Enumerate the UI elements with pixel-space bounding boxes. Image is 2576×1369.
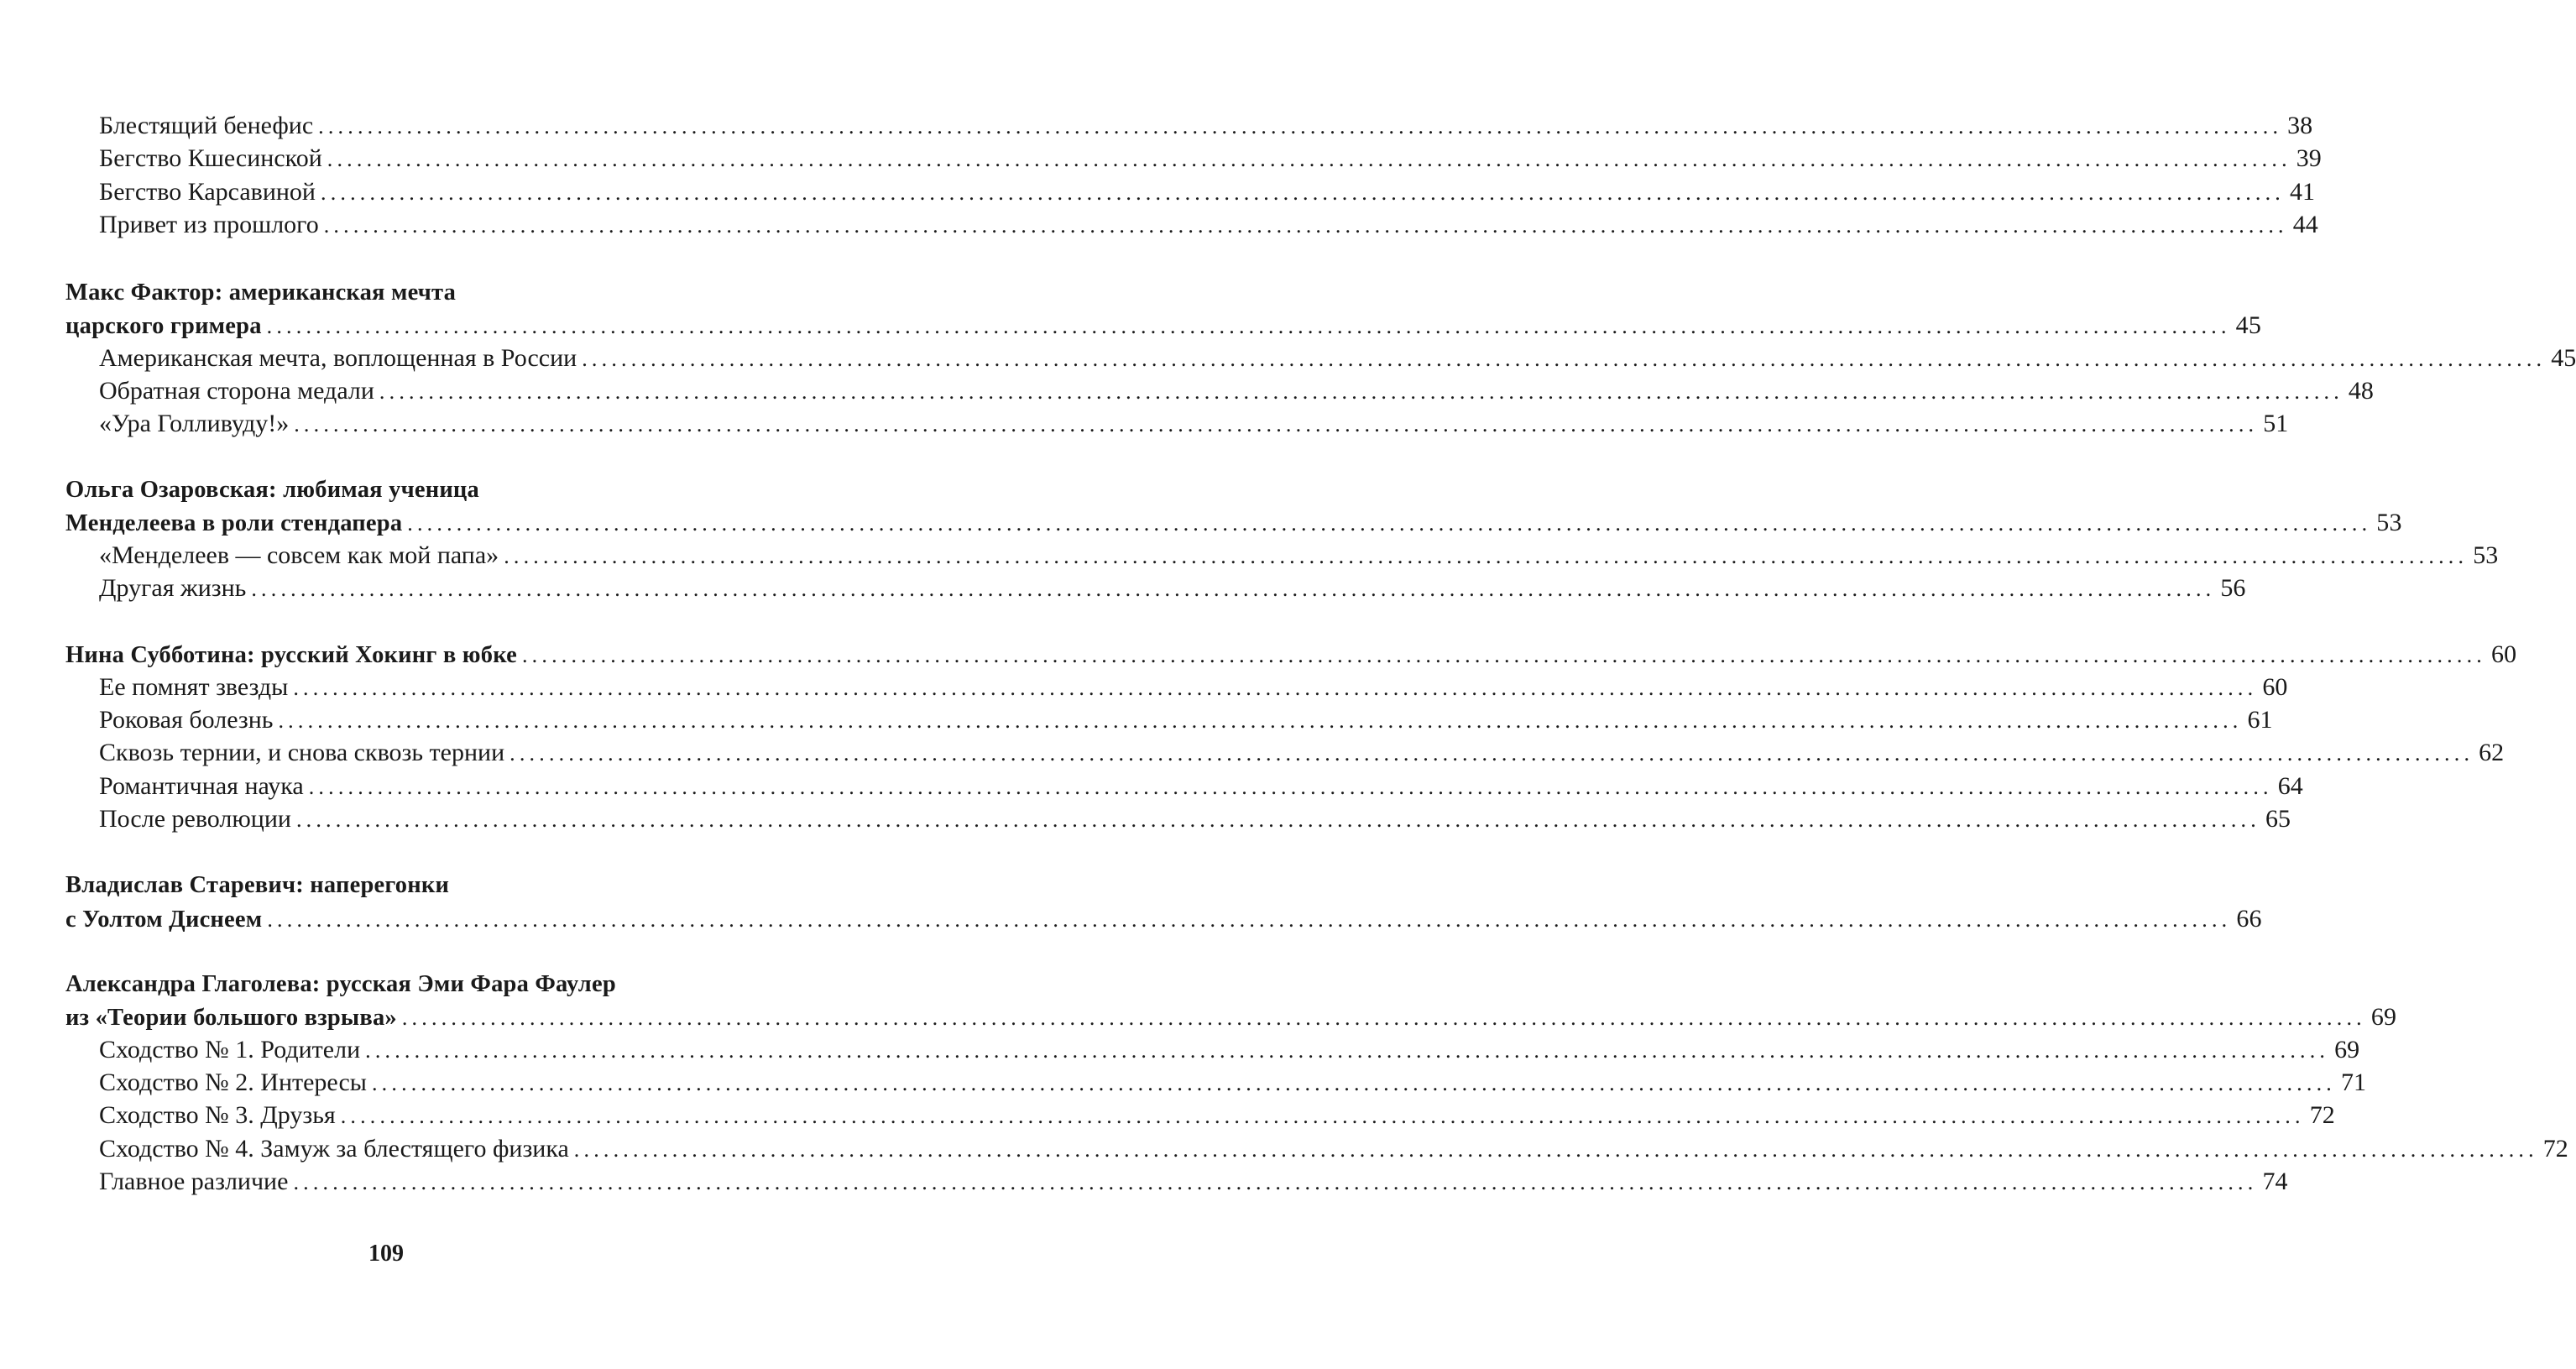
- toc-section-line: [99, 671, 2288, 704]
- toc-entry-page: 39: [2296, 144, 2322, 172]
- toc-entry-title: Ее помнят звезды: [99, 673, 289, 701]
- toc-entry-page: 72: [2542, 1135, 2568, 1163]
- dot-leader: ........................................................................................................................................................................................................: [340, 1104, 2305, 1128]
- toc-chapter-line: [65, 968, 708, 1001]
- toc-entry-title: «Менделеев — совсем как мой папа»: [99, 541, 499, 569]
- toc-entry-page: 51: [2263, 410, 2289, 437]
- toc-chapter-line: [65, 869, 708, 902]
- dot-leader: ........................................................................................................................................................................................................: [295, 807, 2260, 832]
- toc-section-line: [99, 703, 2273, 737]
- toc-entry-title: Обратная сторона медали: [99, 377, 374, 405]
- toc-entry-title: Сходство № 1. Родители: [99, 1036, 361, 1063]
- toc-entry-page: 44: [2292, 211, 2318, 238]
- toc-entry-title: из «Теории большого взрыва»: [65, 1005, 397, 1031]
- toc-entry-title: Роковая болезнь: [99, 706, 274, 734]
- dot-leader: ........................................................................................................................................................................................................: [327, 147, 2291, 171]
- toc-entry-title: царского гримера: [65, 313, 262, 339]
- toc-chapter-line: [65, 309, 2262, 342]
- toc-section-line: [99, 802, 2291, 836]
- toc-section-line: [99, 208, 2318, 242]
- toc-section-line: [99, 109, 2313, 143]
- toc-entry-page: 56: [2220, 574, 2246, 602]
- toc-entry-title: Сквозь тернии, и снова сквозь тернии: [99, 739, 505, 766]
- dot-leader: ........................................................................................................................................................................................................: [521, 643, 2486, 667]
- toc-entry-page: 71: [2340, 1069, 2366, 1096]
- toc-entry-page: 64: [2277, 772, 2303, 800]
- toc-entry-title: Нина Субботина: русский Хокинг в юбке: [65, 642, 517, 668]
- toc-entry-page: 60: [2490, 640, 2517, 668]
- toc-section-line: [99, 1165, 2288, 1199]
- dot-leader: ........................................................................................................................................................................................................: [278, 708, 2243, 733]
- dot-leader: ........................................................................................................................................................................................................: [407, 511, 2372, 536]
- toc-section-line: [99, 1132, 2568, 1166]
- toc-section-line: [99, 736, 2505, 770]
- dot-leader: ........................................................................................................................................................................................................: [251, 577, 2216, 601]
- toc-section-line: [99, 175, 2315, 209]
- toc-entry-title: Бегство Кшесинской: [99, 144, 322, 172]
- toc-entry-title: Владислав Старевич: наперегонки: [65, 872, 450, 898]
- toc-chapter-line: [65, 638, 2517, 671]
- toc-entry-title: Сходство № 4. Замуж за блестящего физика: [99, 1135, 569, 1163]
- toc-entry-title: с Уолтом Диснеем: [65, 907, 263, 933]
- toc-entry-page: 66: [2236, 905, 2262, 933]
- toc-entry-page: 48: [2348, 377, 2374, 405]
- toc-entry-page: 60: [2262, 673, 2288, 701]
- toc-entry-page: 72: [2309, 1101, 2335, 1129]
- toc-entry-page: 45: [2551, 344, 2576, 372]
- dot-leader: ........................................................................................................................................................................................................: [504, 544, 2469, 568]
- toc-section-line: [99, 407, 2289, 441]
- toc-entry-page: 74: [2262, 1168, 2288, 1195]
- toc-section-line: [99, 1066, 2366, 1100]
- toc-entry-page: 45: [2235, 311, 2262, 339]
- toc-entry-title: Александра Глаголева: русская Эми Фара Фаулер: [65, 971, 616, 997]
- dot-leader: ........................................................................................................................................................................................................: [371, 1071, 2336, 1095]
- dot-leader: ........................................................................................................................................................................................................: [365, 1038, 2330, 1063]
- toc-chapter-line: [65, 902, 2262, 936]
- toc-entry-title: Привет из прошлого: [99, 211, 319, 238]
- toc-entry-title: Менделеева в роли стендапера: [65, 510, 403, 536]
- toc-section-line: [99, 572, 2246, 605]
- dot-leader: ........................................................................................................................................................................................................: [293, 1170, 2258, 1194]
- toc-entry-title: Главное различие: [99, 1168, 289, 1195]
- dot-leader: ........................................................................................................................................................................................................: [582, 347, 2547, 371]
- toc-entry-page: 53: [2376, 509, 2402, 536]
- toc-entry-title: «Ура Голливуду!»: [99, 410, 290, 437]
- toc-entry-title: Сходство № 2. Интересы: [99, 1069, 367, 1096]
- toc-entry-page: 38: [2287, 112, 2313, 139]
- dot-leader: ........................................................................................................................................................................................................: [266, 314, 2231, 338]
- toc-entry-page: 41: [2290, 178, 2315, 206]
- dot-leader: ........................................................................................................................................................................................................: [308, 775, 2273, 799]
- dot-leader: ........................................................................................................................................................................................................: [321, 180, 2285, 205]
- toc-section-line: [99, 770, 2303, 803]
- toc-entry-page: 62: [2479, 739, 2505, 766]
- toc-entry-title: Романтичная наука: [99, 772, 304, 800]
- dot-leader: ........................................................................................................................................................................................................: [293, 676, 2258, 700]
- toc-entry-title: Сходство № 3. Друзья: [99, 1101, 336, 1129]
- toc-section-line: [99, 1099, 2335, 1132]
- toc-section-line: [99, 1033, 2360, 1067]
- toc-entry-page: 69: [2334, 1036, 2360, 1063]
- toc-section-line: [99, 539, 2499, 572]
- toc-section-line: [99, 342, 2576, 375]
- toc-chapter-line: [65, 276, 708, 310]
- dot-leader: ........................................................................................................................................................................................................: [323, 213, 2288, 238]
- dot-leader: ........................................................................................................................................................................................................: [509, 741, 2474, 765]
- toc-chapter-line: [65, 506, 2402, 540]
- toc-entry-page: 53: [2473, 541, 2499, 569]
- toc-entry-page: 65: [2265, 805, 2291, 833]
- toc-entry-title: Ольга Озаровская: любимая ученица: [65, 477, 480, 503]
- dot-leader: ........................................................................................................................................................................................................: [318, 114, 2283, 138]
- toc-entry-page: 61: [2247, 706, 2273, 734]
- toc-chapter-line: [65, 1001, 2397, 1034]
- page-number: 109: [368, 1241, 404, 1267]
- dot-leader: ........................................................................................................................................................................................................: [294, 412, 2259, 436]
- toc-entry-title: Бегство Карсавиной: [99, 178, 316, 206]
- toc-entry-title: После революции: [99, 805, 291, 833]
- toc-entry-title: Другая жизнь: [99, 574, 247, 602]
- dot-leader: ........................................................................................................................................................................................................: [267, 907, 2232, 932]
- toc-chapter-line: [65, 473, 708, 507]
- dot-leader: ........................................................................................................................................................................................................: [401, 1006, 2366, 1030]
- toc-entry-title: Американская мечта, воплощенная в России: [99, 344, 577, 372]
- toc-entry-title: Макс Фактор: американская мечта: [65, 280, 457, 306]
- dot-leader: ........................................................................................................................................................................................................: [573, 1137, 2538, 1162]
- toc-entry-page: 69: [2370, 1003, 2397, 1031]
- toc-entry-title: Блестящий бенефис: [99, 112, 314, 139]
- toc-section-line: [99, 142, 2322, 175]
- dot-leader: ........................................................................................................................................................................................................: [379, 379, 2343, 404]
- toc-section-line: [99, 374, 2374, 408]
